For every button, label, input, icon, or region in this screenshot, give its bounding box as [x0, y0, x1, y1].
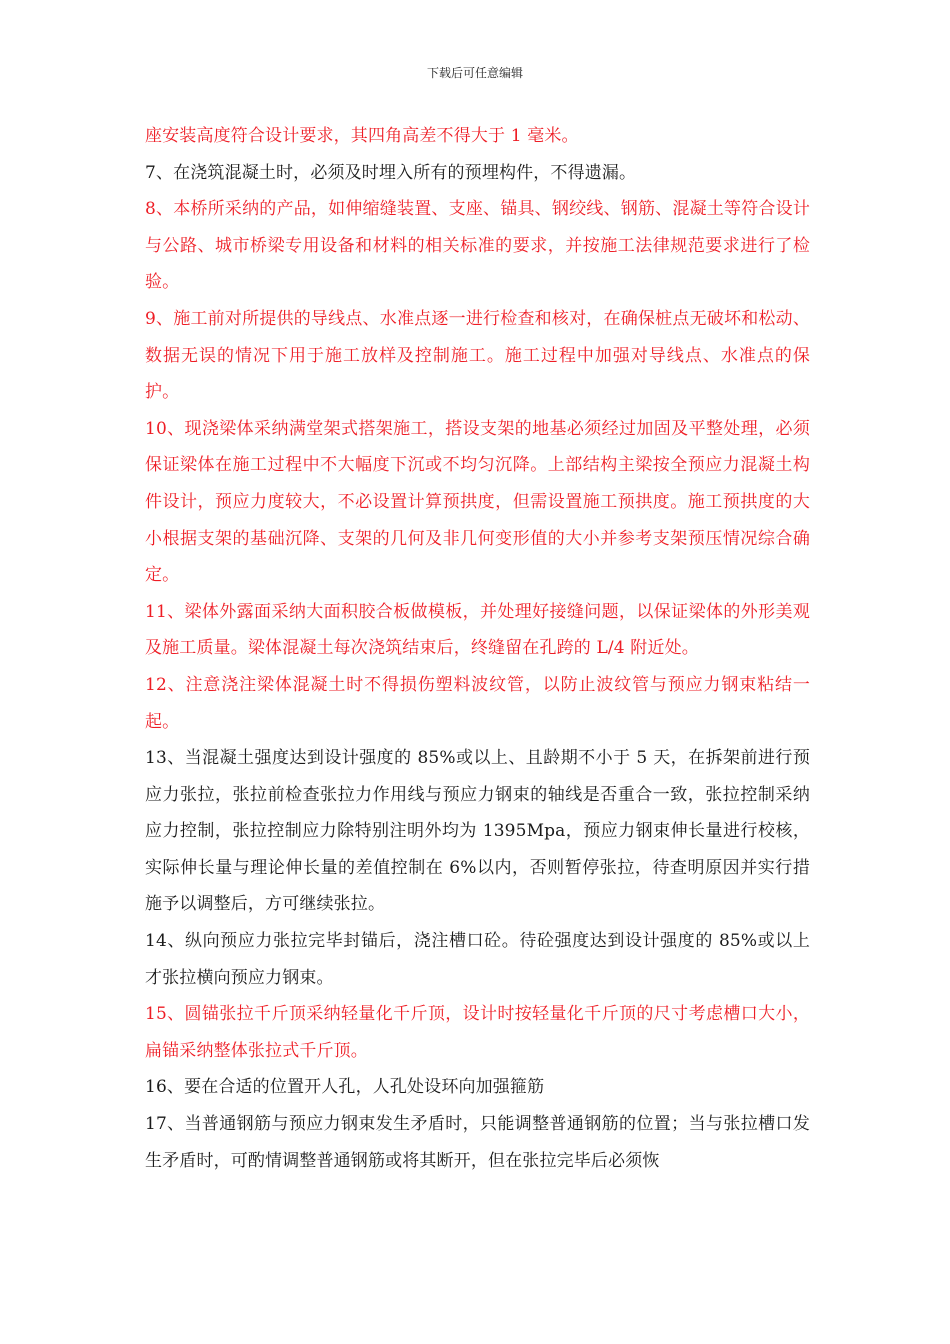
paragraph-7: 12、注意浇注梁体混凝土时不得损伤塑料波纹管，以防止波纹管与预应力钢束粘结一起。 — [145, 674, 810, 732]
paragraph-8: 13、当混凝土强度达到设计强度的 85%或以上、且龄期不小于 5 天，在拆架前进行预应力张拉，张拉前检查张拉力作用线与预应力钢束的轴线是否重合一致，张拉控制采纳应力控制，张拉控制应力除特别注明外均为 1395Mpa，预应力钢束伸长量进行校核，实际伸长量与理论伸长量的差值控制在 6%以内，否则暂停张拉，待查明原因并实行措施予以调整后，方可继续张拉。 — [145, 748, 810, 915]
paragraph-4: 9、施工前对所提供的导线点、水准点逐一进行检查和核对，在确保桩点无破坏和松动、数据无误的情况下用于施工放样及控制施工。施工过程中加强对导线点、水准点的保护。 — [145, 308, 810, 403]
paragraph-9: 14、纵向预应力张拉完毕封锚后，浇注槽口砼。待砼强度达到设计强度的 85%或以上才张拉横向预应力钢束。 — [145, 931, 810, 988]
paragraph-11: 16、要在合适的位置开人孔，人孔处设环向加强箍筋 — [145, 1077, 545, 1098]
paragraph-6: 11、梁体外露面采纳大面积胶合板做模板，并处理好接缝问题，以保证梁体的外形美观及施工质量。梁体混凝土每次浇筑结束后，终缝留在孔跨的 L/4 附近处。 — [145, 601, 810, 659]
page-header: 下载后可任意编辑 — [426, 66, 523, 80]
paragraph-10: 15、圆锚张拉千斤顶采纳轻量化千斤顶，设计时按轻量化千斤顶的尺寸考虑槽口大小，扁锚采纳整体张拉式千斤顶。 — [145, 1004, 810, 1061]
paragraph-12: 17、当普通钢筋与预应力钢束发生矛盾时，只能调整普通钢筋的位置；当与张拉槽口发生矛盾时，可酌情调整普通钢筋或将其断开，但在张拉完毕后必须恢 — [145, 1114, 810, 1171]
paragraph-5: 10、现浇梁体采纳满堂架式搭架施工，搭设支架的地基必须经过加固及平整处理，必须保证梁体在施工过程中不大幅度下沉或不均匀沉降。上部结构主梁按全预应力混凝土构件设计，预应力度较大，不必设置计算预拱度，但需设置施工预拱度。施工预拱度的大小根据支架的基础沉降、支架的几何及非几何变形值的大小并参考支架预压情况综合确定。 — [145, 418, 810, 586]
document-body — [145, 118, 810, 1179]
paragraph-3: 8、本桥所采纳的产品，如伸缩缝装置、支座、锚具、钢绞线、钢筋、混凝土等符合设计与公路、城市桥梁专用设备和材料的相关标准的要求，并按施工法律规范要求进行了检验。 — [145, 199, 810, 293]
paragraph-1: 座安装高度符合设计要求，其四角高差不得大于 1 毫米。 — [145, 126, 579, 146]
paragraph-2: 7、在浇筑混凝土时，必须及时埋入所有的预埋构件，不得遗漏。 — [145, 162, 637, 183]
